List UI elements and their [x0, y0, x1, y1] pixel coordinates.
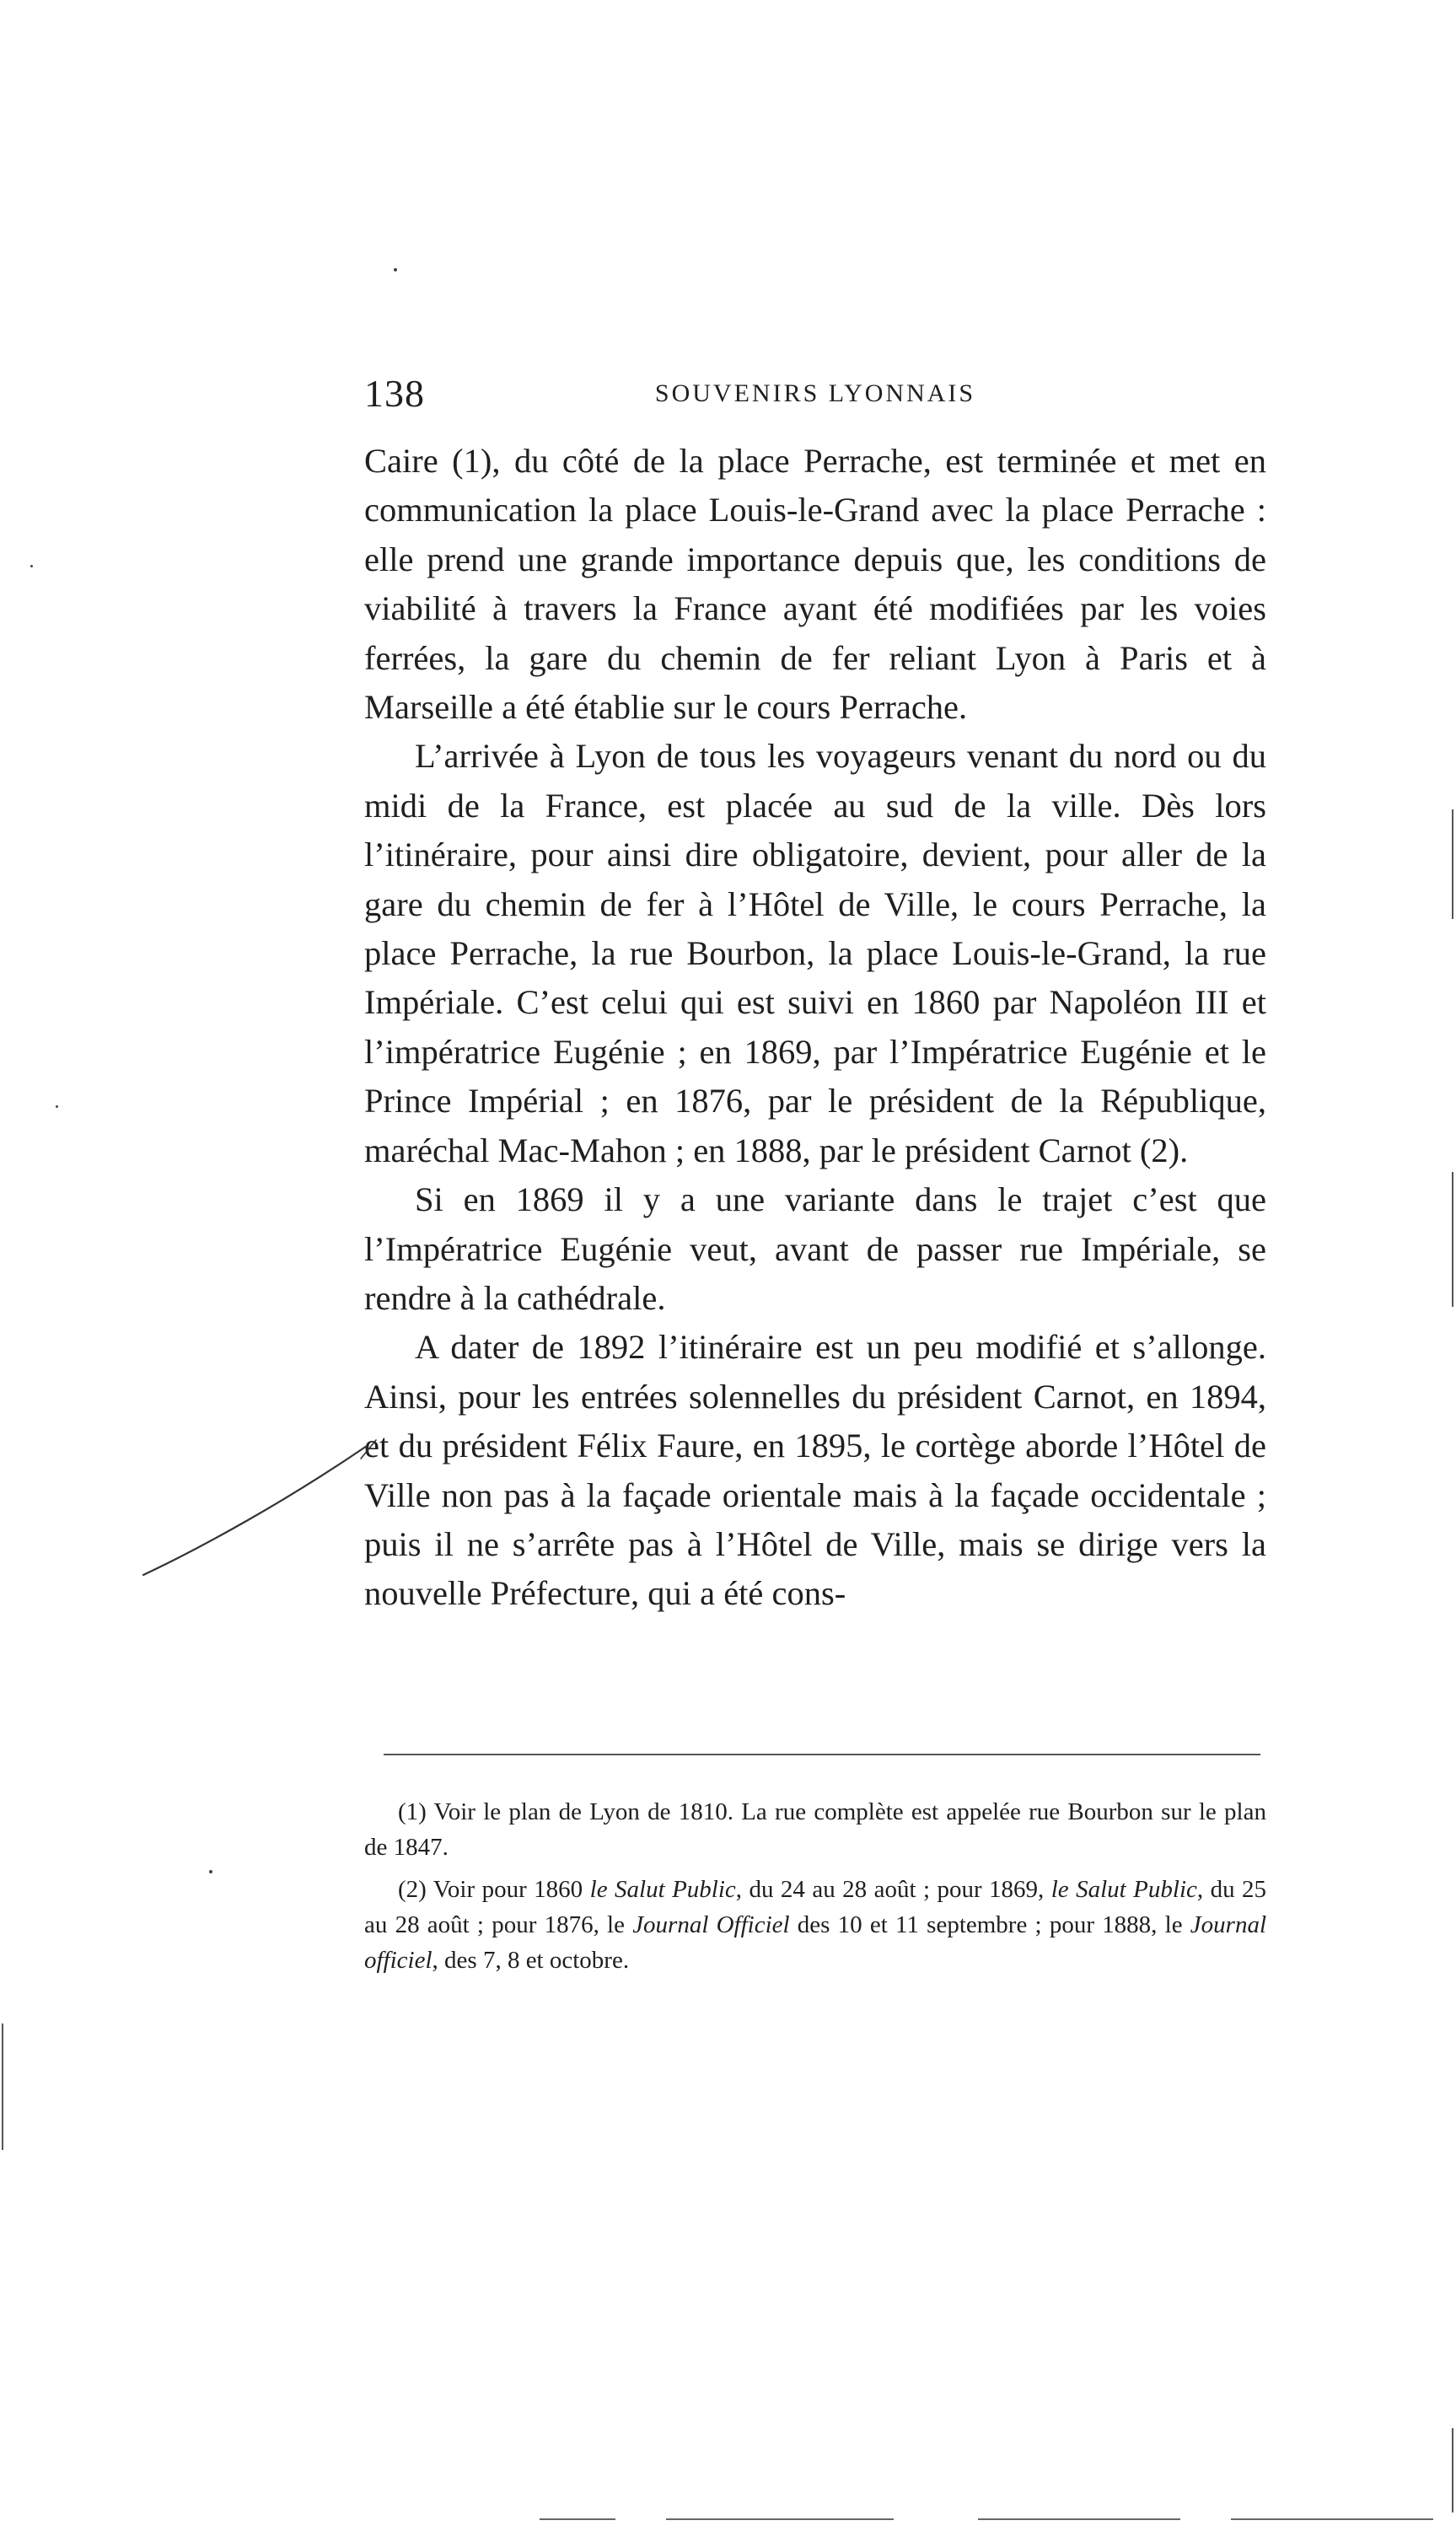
footnote-2: [364, 1872, 1266, 1978]
footnote-2-text: , du 25 au 28 août ; pour 1876, le: [364, 1876, 1267, 1938]
paper-speck: [56, 1105, 58, 1108]
footnote-2-title: Journal Officiel: [632, 1911, 790, 1938]
footnote-2-title: Journal officiel: [364, 1911, 1267, 1974]
right-edge-mark: [1452, 2428, 1453, 2512]
paragraph-3: Si en 1869 il y a une variante dans le trajet c’est que l’Impératrice Eugénie veut, avant de passer rue Impériale, se rendre à la cathédrale.: [364, 1180, 1266, 1317]
body-text: [364, 437, 1266, 1619]
paragraph-1: Caire (1), du côté de la place Perrache, est terminée et met en communication la place Louis-le-Grand avec la place Perrache : elle prend une grande importance depuis que, les conditions de viabilité à travers la France ayant été modifiées par les voies ferrées, la gare du chemin de fer reliant Lyon à Paris et à Marseille a été établie sur le cours Perrache.: [364, 442, 1266, 727]
footnote-2-text: , du 24 au 28 août ; pour 1869,: [735, 1876, 1051, 1903]
footnote-2-text: , des 7, 8 et octobre.: [432, 1947, 630, 1974]
footnotes: [364, 1794, 1266, 1985]
footnote-separator: [384, 1754, 1260, 1755]
footnote-1: (1) Voir le plan de Lyon de 1810. La rue complète est appelée rue Bourbon sur le plan de 1847.: [364, 1798, 1266, 1861]
margin-pen-stroke: [135, 1433, 388, 1602]
paragraph-4: A dater de 1892 l’itinéraire est un peu modifié et s’allonge. Ainsi, pour les entrées solennelles du président Carnot, en 1894, et du président Félix Faure, en 1895, le cortège aborde l’Hôtel de Ville non pas à la façade orientale mais à la façade occidentale ; puis il ne s’arrête pas à l’Hôtel de Ville, mais se dirige vers la nouvelle Préfecture, qui a été cons-: [364, 1328, 1266, 1613]
paper-speck: [30, 565, 33, 567]
running-head: [364, 371, 1266, 422]
paper-speck: [394, 268, 397, 271]
right-edge-mark: [1452, 1172, 1453, 1307]
footnote-2-title: le Salut Public: [589, 1876, 736, 1903]
left-edge-mark: [2, 2023, 3, 2150]
paper-speck: [209, 1870, 212, 1873]
footnote-2-text: des 10 et 11 septembre ; pour 1888, le: [789, 1911, 1190, 1938]
footnote-2-text: (2) Voir pour 1860: [398, 1876, 590, 1903]
footnote-2-title: le Salut Public: [1050, 1876, 1197, 1903]
bottom-edge-trace: [540, 2518, 1450, 2521]
page-number: 138: [364, 372, 425, 415]
right-edge-mark: [1452, 809, 1453, 919]
running-title: SOUVENIRS LYONNAIS: [654, 379, 976, 407]
paragraph-2: L’arrivée à Lyon de tous les voyageurs venant du nord ou du midi de la France, est placée au sud de la ville. Dès lors l’itinéraire, pour ainsi dire obligatoire, devient, pour aller de la gare du chemin de fer à l’Hôtel de Ville, le cours Perrache, la place Perrache, la rue Bourbon, la place Louis-le-Grand, la rue Impériale. C’est celui qui est suivi en 1860 par Napoléon III et l’impératrice Eugénie ; en 1869, par l’Impératrice Eugénie et le Prince Impérial ; en 1876, par le président de la République, maréchal Mac-Mahon ; en 1888, par le président Carnot (2).: [364, 737, 1266, 1169]
